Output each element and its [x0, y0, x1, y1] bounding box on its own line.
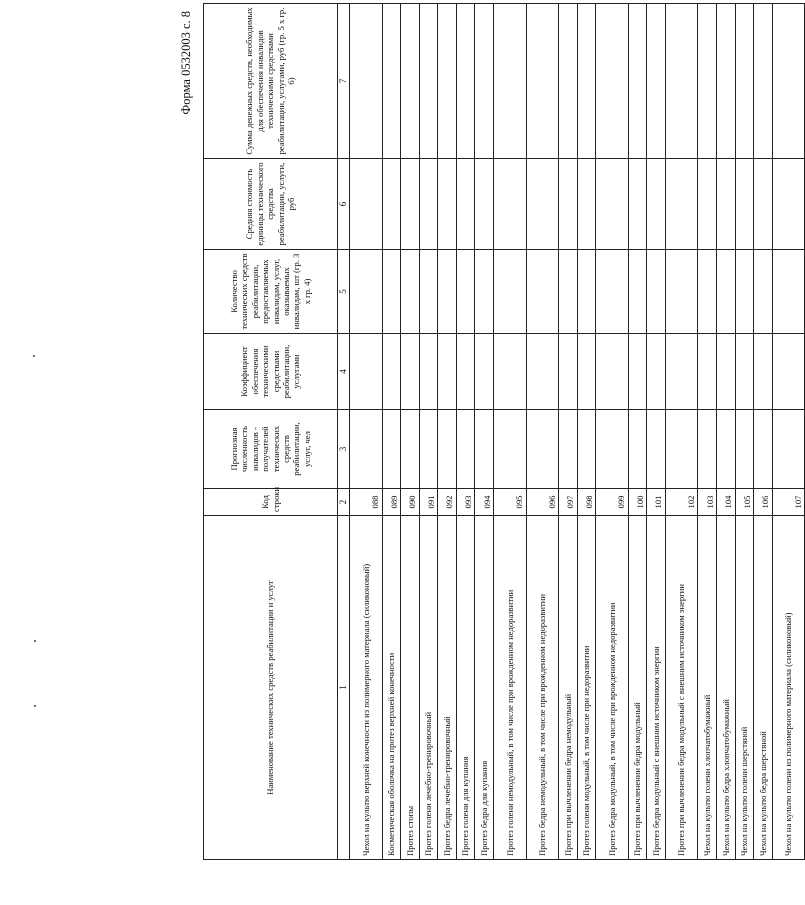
empty-cell	[717, 4, 736, 159]
empty-cell	[494, 159, 527, 250]
table-row	[382, 4, 401, 860]
empty-cell	[475, 334, 494, 410]
table-body	[350, 4, 805, 860]
empty-cell	[647, 334, 666, 410]
table-row	[647, 4, 666, 860]
empty-cell	[419, 334, 438, 410]
row-code: 107	[772, 489, 805, 516]
empty-cell	[456, 159, 475, 250]
table-row	[559, 4, 578, 860]
row-code: 094	[475, 489, 494, 516]
row-code: 100	[628, 489, 647, 516]
table-row	[475, 4, 494, 860]
header-total-sum: Сумма денежных средств, необходимых для обеспечения инвалидов техническими средствами реабилитации, услугами, руб (гр. 5 х гр. 6)	[204, 4, 338, 159]
empty-cell	[735, 410, 754, 489]
empty-cell	[494, 4, 527, 159]
table-row	[717, 4, 736, 860]
empty-cell	[647, 410, 666, 489]
row-code: 097	[559, 489, 578, 516]
empty-cell	[494, 410, 527, 489]
row-name: Протез бедра модульный, в том числе при врожденном недоразвитии	[596, 516, 629, 860]
column-number: 3	[338, 410, 350, 489]
table-row	[526, 4, 559, 860]
empty-cell	[438, 410, 457, 489]
table-row	[494, 4, 527, 860]
row-name: Протез бедра модульный с внешним источником энергии	[647, 516, 666, 860]
empty-cell	[401, 250, 420, 334]
row-code: 093	[456, 489, 475, 516]
empty-cell	[698, 159, 717, 250]
empty-cell	[382, 159, 401, 250]
empty-cell	[754, 410, 773, 489]
empty-cell	[772, 334, 805, 410]
row-code: 091	[419, 489, 438, 516]
empty-cell	[577, 410, 596, 489]
empty-cell	[698, 410, 717, 489]
scan-speck	[34, 705, 36, 707]
row-name: Косметическая оболочка на протез верхней конечности	[382, 516, 401, 860]
document-page	[175, 5, 803, 860]
empty-cell	[628, 410, 647, 489]
empty-cell	[665, 159, 698, 250]
table-row	[438, 4, 457, 860]
empty-cell	[754, 250, 773, 334]
empty-cell	[647, 250, 666, 334]
empty-cell	[526, 410, 559, 489]
empty-cell	[401, 410, 420, 489]
empty-cell	[559, 410, 578, 489]
table-row	[735, 4, 754, 860]
header-forecast: Прогнозная численность инвалидов - получателей технических средств реабилитации, услуг, чел	[204, 410, 338, 489]
row-code: 096	[526, 489, 559, 516]
header-quantity: Количество технических средств реабилитации, предоставляемых инвалидам, услуг, оказываемых инвалидам, шт (гр. 3 х гр. 4)	[204, 250, 338, 334]
table-row	[419, 4, 438, 860]
row-name: Протез бедра для купания	[475, 516, 494, 860]
empty-cell	[647, 4, 666, 159]
row-name: Чехол на культю бедра хлопчатобумажный	[717, 516, 736, 860]
row-name: Протез голени немодульный, в том числе при врожденном недоразвитии	[494, 516, 527, 860]
scan-speck	[34, 640, 36, 642]
table-row	[596, 4, 629, 860]
empty-cell	[456, 410, 475, 489]
row-name: Протез голени модульный, в том числе при недоразвитии	[577, 516, 596, 860]
empty-cell	[559, 250, 578, 334]
empty-cell	[475, 410, 494, 489]
empty-cell	[401, 159, 420, 250]
empty-cell	[559, 159, 578, 250]
empty-cell	[754, 4, 773, 159]
row-code: 102	[665, 489, 698, 516]
empty-cell	[577, 334, 596, 410]
empty-cell	[382, 250, 401, 334]
table-row	[456, 4, 475, 860]
empty-cell	[754, 334, 773, 410]
empty-cell	[628, 334, 647, 410]
empty-cell	[577, 250, 596, 334]
empty-cell	[596, 250, 629, 334]
empty-cell	[419, 159, 438, 250]
empty-cell	[772, 4, 805, 159]
empty-cell	[772, 159, 805, 250]
column-number: 2	[338, 489, 350, 516]
empty-cell	[559, 4, 578, 159]
row-code: 088	[350, 489, 383, 516]
row-name: Протез при вычленении бедра модульный	[628, 516, 647, 860]
empty-cell	[717, 250, 736, 334]
table-row	[628, 4, 647, 860]
empty-cell	[494, 250, 527, 334]
empty-cell	[665, 334, 698, 410]
row-name: Протез бедра лечебно-тренировочный	[438, 516, 457, 860]
row-name: Протез стопы	[401, 516, 420, 860]
row-code: 103	[698, 489, 717, 516]
header-code: Код строки	[204, 489, 338, 516]
table-row	[401, 4, 420, 860]
empty-cell	[596, 159, 629, 250]
empty-cell	[438, 159, 457, 250]
empty-cell	[577, 159, 596, 250]
empty-cell	[475, 250, 494, 334]
empty-cell	[401, 334, 420, 410]
row-code: 098	[577, 489, 596, 516]
header-row	[204, 4, 338, 860]
row-code: 089	[382, 489, 401, 516]
empty-cell	[382, 410, 401, 489]
empty-cell	[350, 250, 383, 334]
row-code: 105	[735, 489, 754, 516]
empty-cell	[438, 334, 457, 410]
empty-cell	[698, 334, 717, 410]
empty-cell	[735, 334, 754, 410]
data-table	[203, 3, 805, 860]
row-name: Протез при вычленении бедра немодульный	[559, 516, 578, 860]
column-number-row	[338, 4, 350, 860]
column-number: 6	[338, 159, 350, 250]
empty-cell	[735, 250, 754, 334]
empty-cell	[494, 334, 527, 410]
empty-cell	[475, 4, 494, 159]
table-row	[577, 4, 596, 860]
empty-cell	[596, 4, 629, 159]
empty-cell	[419, 410, 438, 489]
empty-cell	[628, 250, 647, 334]
empty-cell	[350, 159, 383, 250]
empty-cell	[526, 159, 559, 250]
column-number: 7	[338, 4, 350, 159]
row-name: Чехол на культю бедра шерстяной	[754, 516, 773, 860]
empty-cell	[526, 4, 559, 159]
empty-cell	[382, 4, 401, 159]
empty-cell	[772, 250, 805, 334]
column-number: 1	[338, 516, 350, 860]
form-label: Форма 0532003 с. 8	[179, 11, 193, 115]
empty-cell	[419, 250, 438, 334]
row-code: 101	[647, 489, 666, 516]
row-name: Чехол на культю голени из полимерного материала (силиконовый)	[772, 516, 805, 860]
empty-cell	[596, 334, 629, 410]
empty-cell	[526, 334, 559, 410]
empty-cell	[419, 4, 438, 159]
empty-cell	[350, 4, 383, 159]
row-code: 104	[717, 489, 736, 516]
column-number: 4	[338, 334, 350, 410]
scan-speck	[33, 355, 35, 357]
row-name: Протез голени для купания	[456, 516, 475, 860]
empty-cell	[754, 159, 773, 250]
header-name: Наименование технических средств реабилитации и услуг	[204, 516, 338, 860]
header-coefficient: Коэффициент обеспечения техническими средствами реабилитации, услугами	[204, 334, 338, 410]
empty-cell	[665, 410, 698, 489]
empty-cell	[628, 4, 647, 159]
empty-cell	[717, 159, 736, 250]
empty-cell	[456, 334, 475, 410]
row-name: Протез голени лечебно-тренировочный	[419, 516, 438, 860]
header-avg-cost: Средняя стоимость единицы технического средства реабилитации, услуги, руб	[204, 159, 338, 250]
empty-cell	[698, 4, 717, 159]
empty-cell	[596, 410, 629, 489]
table-row	[665, 4, 698, 860]
empty-cell	[665, 4, 698, 159]
row-code: 095	[494, 489, 527, 516]
row-code: 092	[438, 489, 457, 516]
empty-cell	[456, 250, 475, 334]
table-row	[772, 4, 805, 860]
row-name: Чехол на культю верхней конечности из полимерного материала (силиконовый)	[350, 516, 383, 860]
table-row	[350, 4, 383, 860]
empty-cell	[382, 334, 401, 410]
empty-cell	[665, 250, 698, 334]
row-code: 106	[754, 489, 773, 516]
empty-cell	[717, 334, 736, 410]
empty-cell	[401, 4, 420, 159]
empty-cell	[717, 410, 736, 489]
empty-cell	[526, 250, 559, 334]
empty-cell	[698, 250, 717, 334]
empty-cell	[577, 4, 596, 159]
table-row	[754, 4, 773, 860]
empty-cell	[735, 4, 754, 159]
table-row	[698, 4, 717, 860]
empty-cell	[475, 159, 494, 250]
empty-cell	[438, 4, 457, 159]
empty-cell	[772, 410, 805, 489]
empty-cell	[456, 4, 475, 159]
empty-cell	[559, 334, 578, 410]
row-name: Протез бедра немодульный, в том числе при врожденном недоразвитии	[526, 516, 559, 860]
column-number: 5	[338, 250, 350, 334]
empty-cell	[350, 410, 383, 489]
row-name: Протез при вычленении бедра модульный с внешним источником энергии	[665, 516, 698, 860]
empty-cell	[350, 334, 383, 410]
row-name: Чехол на культю голени шерстяной	[735, 516, 754, 860]
empty-cell	[647, 159, 666, 250]
empty-cell	[735, 159, 754, 250]
row-code: 099	[596, 489, 629, 516]
empty-cell	[628, 159, 647, 250]
empty-cell	[438, 250, 457, 334]
row-name: Чехол на культю голени хлопчатобумажный	[698, 516, 717, 860]
row-code: 090	[401, 489, 420, 516]
